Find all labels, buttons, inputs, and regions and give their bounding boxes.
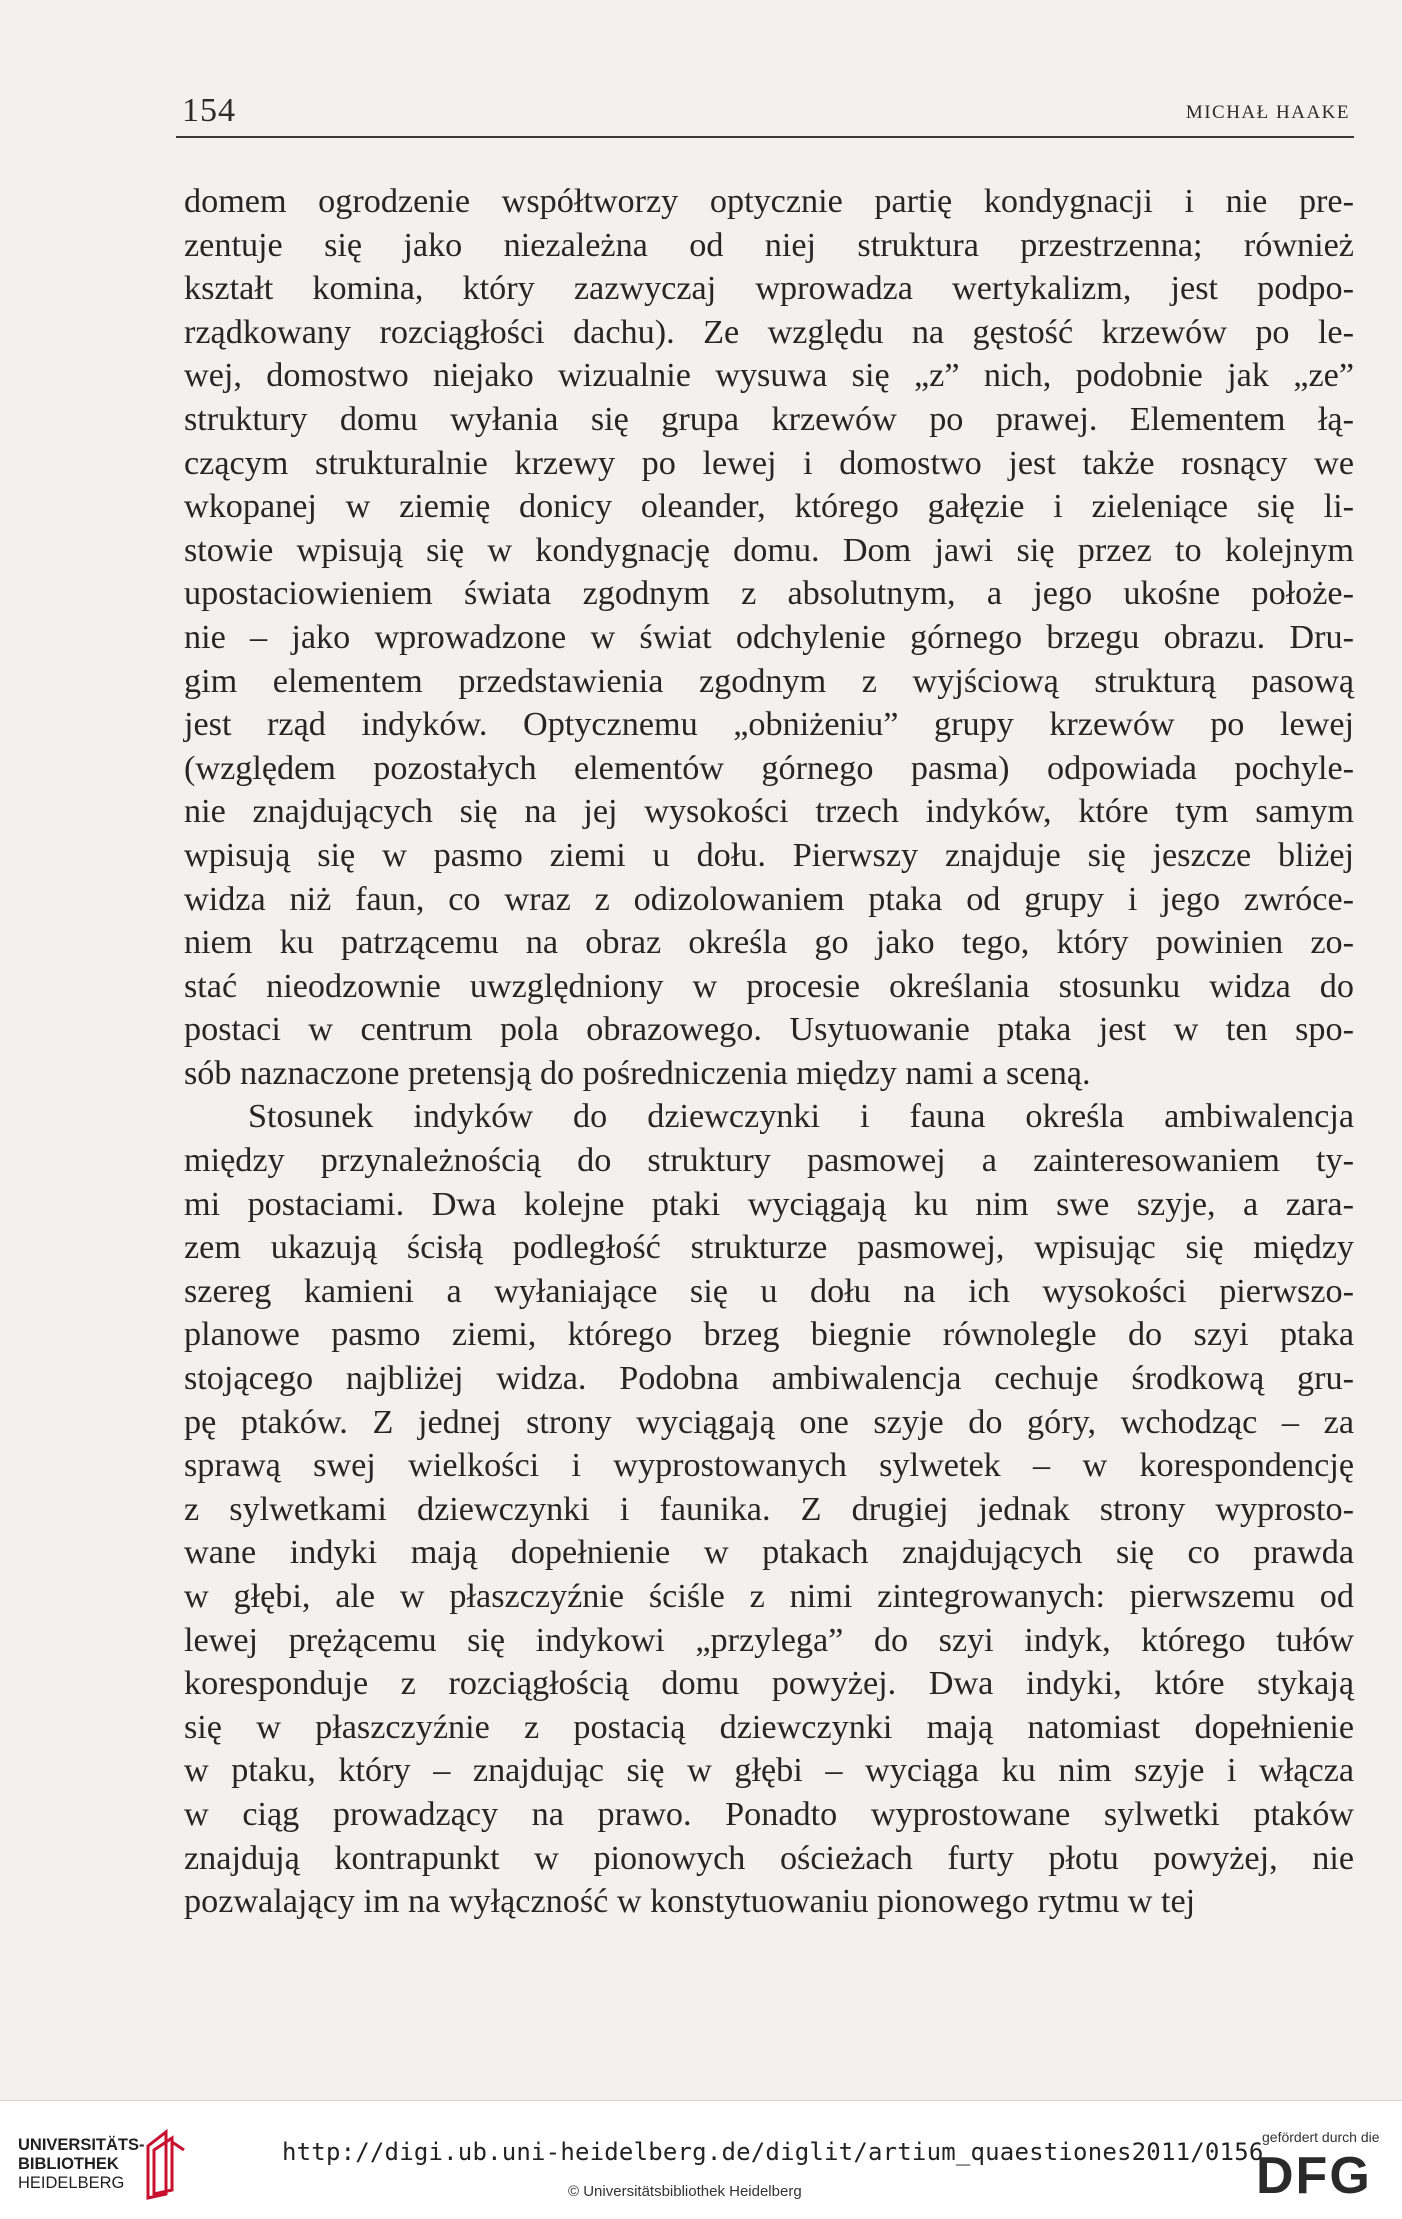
copyright-notice: © Universitätsbibliothek Heidelberg (568, 2183, 802, 2200)
text-line: w ptaku, który – znajdując się w głębi – wyciąga ku nim szyje i włącza (184, 1752, 1354, 1790)
text-line: wej, domostwo niejako wizualnie wysuwa się „z” nich, podobnie jak „ze” (184, 357, 1354, 395)
text-line: struktury domu wyłania się grupa krzewów po prawej. Elementem łą- (184, 400, 1354, 438)
text-line: gim elementem przedstawienia zgodnym z wyjściową strukturą pasową (184, 662, 1354, 700)
text-line: zem ukazują ścisłą podległość strukturze pasmowej, wpisując się między (184, 1229, 1354, 1267)
text-line: postaci w centrum pola obrazowego. Usytuowanie ptaka jest w ten spo- (184, 1011, 1354, 1049)
text-line: wkopanej w ziemię donicy oleander, którego gałęzie i zieleniące się li- (184, 488, 1354, 526)
text-line: kształt komina, który zazwyczaj wprowadza wertykalizm, jest podpo- (184, 270, 1354, 308)
running-head: MICHAŁ HAAKE (1185, 102, 1350, 123)
text-line: planowe pasmo ziemi, którego brzeg biegnie równolegle do szyi ptaka (184, 1316, 1354, 1354)
text-line: w ciąg prowadzący na prawo. Ponadto wyprostowane sylwetki ptaków (184, 1795, 1354, 1833)
text-line: lewej prężącemu się indykowi „przylega” do szyi indyk, którego tułów (184, 1621, 1354, 1659)
text-line: stowie wpisują się w kondygnację domu. Dom jawi się przez to kolejnym (184, 531, 1354, 569)
text-line: szereg kamieni a wyłaniające się u dołu na ich wysokości pierwszo- (184, 1272, 1354, 1310)
library-name-line-1: UNIVERSITÄTS- (18, 2136, 145, 2154)
permalink-url[interactable]: http://digi.ub.uni-heidelberg.de/diglit/artium_quaestiones2011/0156 (282, 2138, 1264, 2166)
text-line: rządkowany rozciągłości dachu). Ze względu na gęstość krzewów po le- (184, 313, 1354, 351)
library-logo-icon (142, 2128, 188, 2202)
library-name-line-3: HEIDELBERG (18, 2174, 125, 2192)
text-line: Stosunek indyków do dziewczynki i fauna określa ambiwalencja (248, 1098, 1354, 1136)
text-line: mi postaciami. Dwa kolejne ptaki wyciągają ku nim swe szyje, a zara- (184, 1185, 1354, 1223)
text-line: jest rząd indyków. Optycznemu „obniżeniu” grupy krzewów po lewej (184, 706, 1354, 744)
page-header (176, 92, 1354, 138)
text-line: widza niż faun, co wraz z odizolowaniem ptaka od grupy i jego zwróce- (184, 880, 1354, 918)
text-line: w głębi, ale w płaszczyźnie ściśle z nimi zintegrowanych: pierwszemu od (184, 1578, 1354, 1615)
dfg-logo: DFG (1256, 2147, 1372, 2205)
text-line: stać nieodzownie uwzględniony w procesie określania stosunku widza do (184, 967, 1354, 1005)
text-line: z sylwetkami dziewczynki i faunika. Z drugiej jednak strony wyprosto- (184, 1490, 1354, 1528)
text-line: nie znajdujących się na jej wysokości trzech indyków, które tym samym (184, 793, 1354, 831)
text-line: się w płaszczyźnie z postacią dziewczynki mają natomiast dopełnienie (184, 1708, 1354, 1746)
text-line: wpisują się w pasmo ziemi u dołu. Pierwszy znajduje się jeszcze bliżej (184, 836, 1354, 874)
text-line: niem ku patrzącemu na obraz określa go jako tego, który powinien zo- (184, 924, 1354, 962)
text-line: czącym strukturalnie krzewy po lewej i domostwo jest także rosnący we (184, 444, 1354, 482)
text-line: nie – jako wprowadzone w świat odchylenie górnego brzegu obrazu. Dru- (184, 618, 1354, 656)
text-line: sób naznaczone pretensją do pośredniczenia między nami a sceną. (184, 1054, 1091, 1092)
text-line: (względem pozostałych elementów górnego pasma) odpowiada pochyle- (184, 749, 1354, 787)
text-line: koresponduje z rozciągłością domu powyżej. Dwa indyki, które stykają (184, 1665, 1354, 1703)
text-line: upostaciowieniem świata zgodnym z absolutnym, a jego ukośne położe- (184, 575, 1354, 613)
body-text (184, 180, 1354, 1924)
library-name-line-2: BIBLIOTHEK (18, 2155, 119, 2173)
library-logo-text (18, 2136, 145, 2193)
text-line: wane indyki mają dopełnienie w ptakach znajdujących się co prawda (184, 1534, 1354, 1572)
text-line: stojącego najbliżej widza. Podobna ambiwalencja cechuje środkową gru- (184, 1360, 1354, 1398)
text-line: zentuje się jako niezależna od niej struktura przestrzenna; również (184, 226, 1354, 264)
text-line: pę ptaków. Z jednej strony wyciągają one szyje do góry, wchodząc – za (184, 1403, 1354, 1441)
text-line: znajdują kontrapunkt w pionowych ościeżach furty płotu powyżej, nie (184, 1839, 1354, 1877)
text-line: między przynależnością do struktury pasmowej a zainteresowaniem ty- (184, 1142, 1354, 1180)
text-line: pozwalający im na wyłączność w konstytuowaniu pionowego rytmu w tej (184, 1883, 1196, 1921)
page-number: 154 (182, 92, 236, 129)
text-line: sprawą swej wielkości i wyprostowanych sylwetek – w korespondencję (184, 1447, 1354, 1485)
funder-note: gefördert durch die (1262, 2129, 1380, 2145)
text-line: domem ogrodzenie współtworzy optycznie partię kondygnacji i nie pre- (184, 183, 1354, 220)
